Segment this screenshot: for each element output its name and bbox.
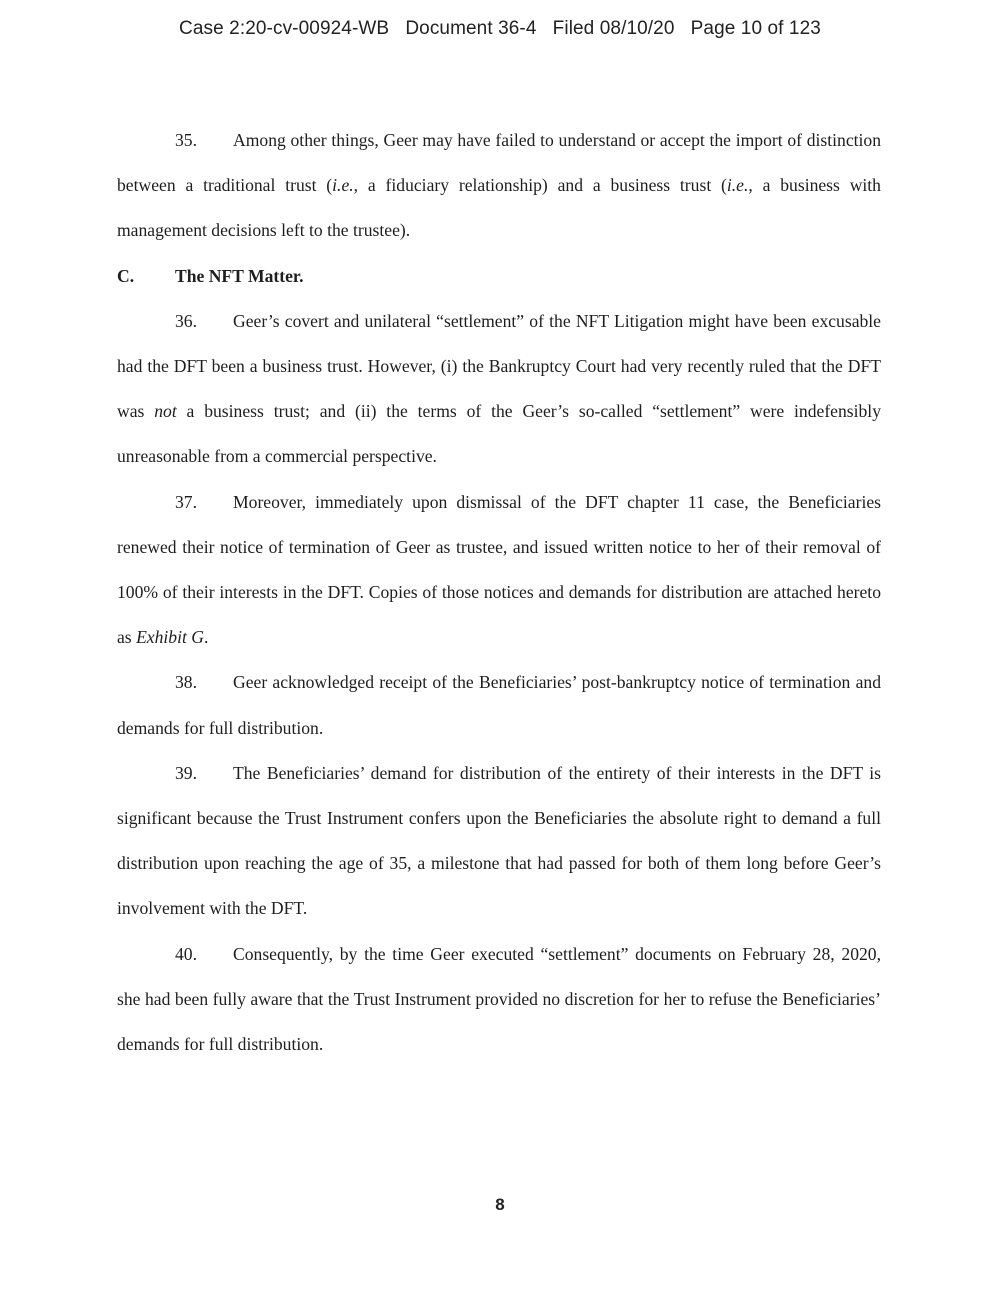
- paragraph-number: 38.: [175, 672, 197, 693]
- court-filing-header: [0, 18, 1000, 40]
- paragraph-number: 37.: [175, 491, 197, 512]
- section-title: The NFT Matter.: [175, 265, 304, 286]
- paragraph-38: 38. Geer acknowledged receipt of the Beneficiaries’ post-bankruptcy notice of termination and demands for full distribution.: [117, 660, 881, 750]
- paragraph-37: 37. Moreover, immediately upon dismissal of the DFT chapter 11 case, the Beneficiaries renewed their notice of termination of Geer as trustee, and issued written notice to her of their removal of 100% of their interests in the DFT. Copies of those notices and demands for distribution are attached hereto as Exhibit G.: [117, 480, 881, 661]
- paragraph-number: 36.: [175, 310, 197, 331]
- paragraph-35: 35. Among other things, Geer may have failed to understand or accept the import of distinction between a traditional trust (i.e., a fiduciary relationship) and a business trust (i.e., a business with management decisions left to the trustee).: [117, 118, 881, 254]
- paragraph-36: 36. Geer’s covert and unilateral “settlement” of the NFT Litigation might have been excusable had the DFT been a business trust. However, (i) the Bankruptcy Court had very recently ruled that the DFT was not a business trust; and (ii) the terms of the Geer’s so-called “settlement” were indefensibly unreasonable from a commercial perspective.: [117, 299, 881, 480]
- page-count: Page 10 of 123: [690, 18, 821, 39]
- paragraph-number: 35.: [175, 130, 197, 150]
- paragraph-39: 39. The Beneficiaries’ demand for distribution of the entirety of their interests in the DFT is significant because the Trust Instrument confers upon the Beneficiaries the absolute right to demand a full distribution upon reaching the age of 35, a milestone that had passed for both of them long before Geer’s involvement with the DFT.: [117, 751, 881, 932]
- section-letter: C.: [117, 265, 135, 286]
- paragraph-40: 40. Consequently, by the time Geer executed “settlement” documents on February 28, 2020, she had been fully aware that the Trust Instrument provided no discretion for her to refuse the Beneficiaries’ demands for full distribution.: [117, 932, 881, 1068]
- case-number: Case 2:20-cv-00924-WB: [179, 18, 390, 39]
- document-number: Document 36-4: [405, 18, 537, 39]
- paragraph-number: 39.: [175, 762, 197, 783]
- section-heading-c: [117, 254, 881, 299]
- filed-date: Filed 08/10/20: [552, 18, 675, 39]
- paragraph-number: 40.: [175, 943, 197, 964]
- document-body: [117, 118, 881, 1067]
- page-number: 8: [495, 1195, 505, 1214]
